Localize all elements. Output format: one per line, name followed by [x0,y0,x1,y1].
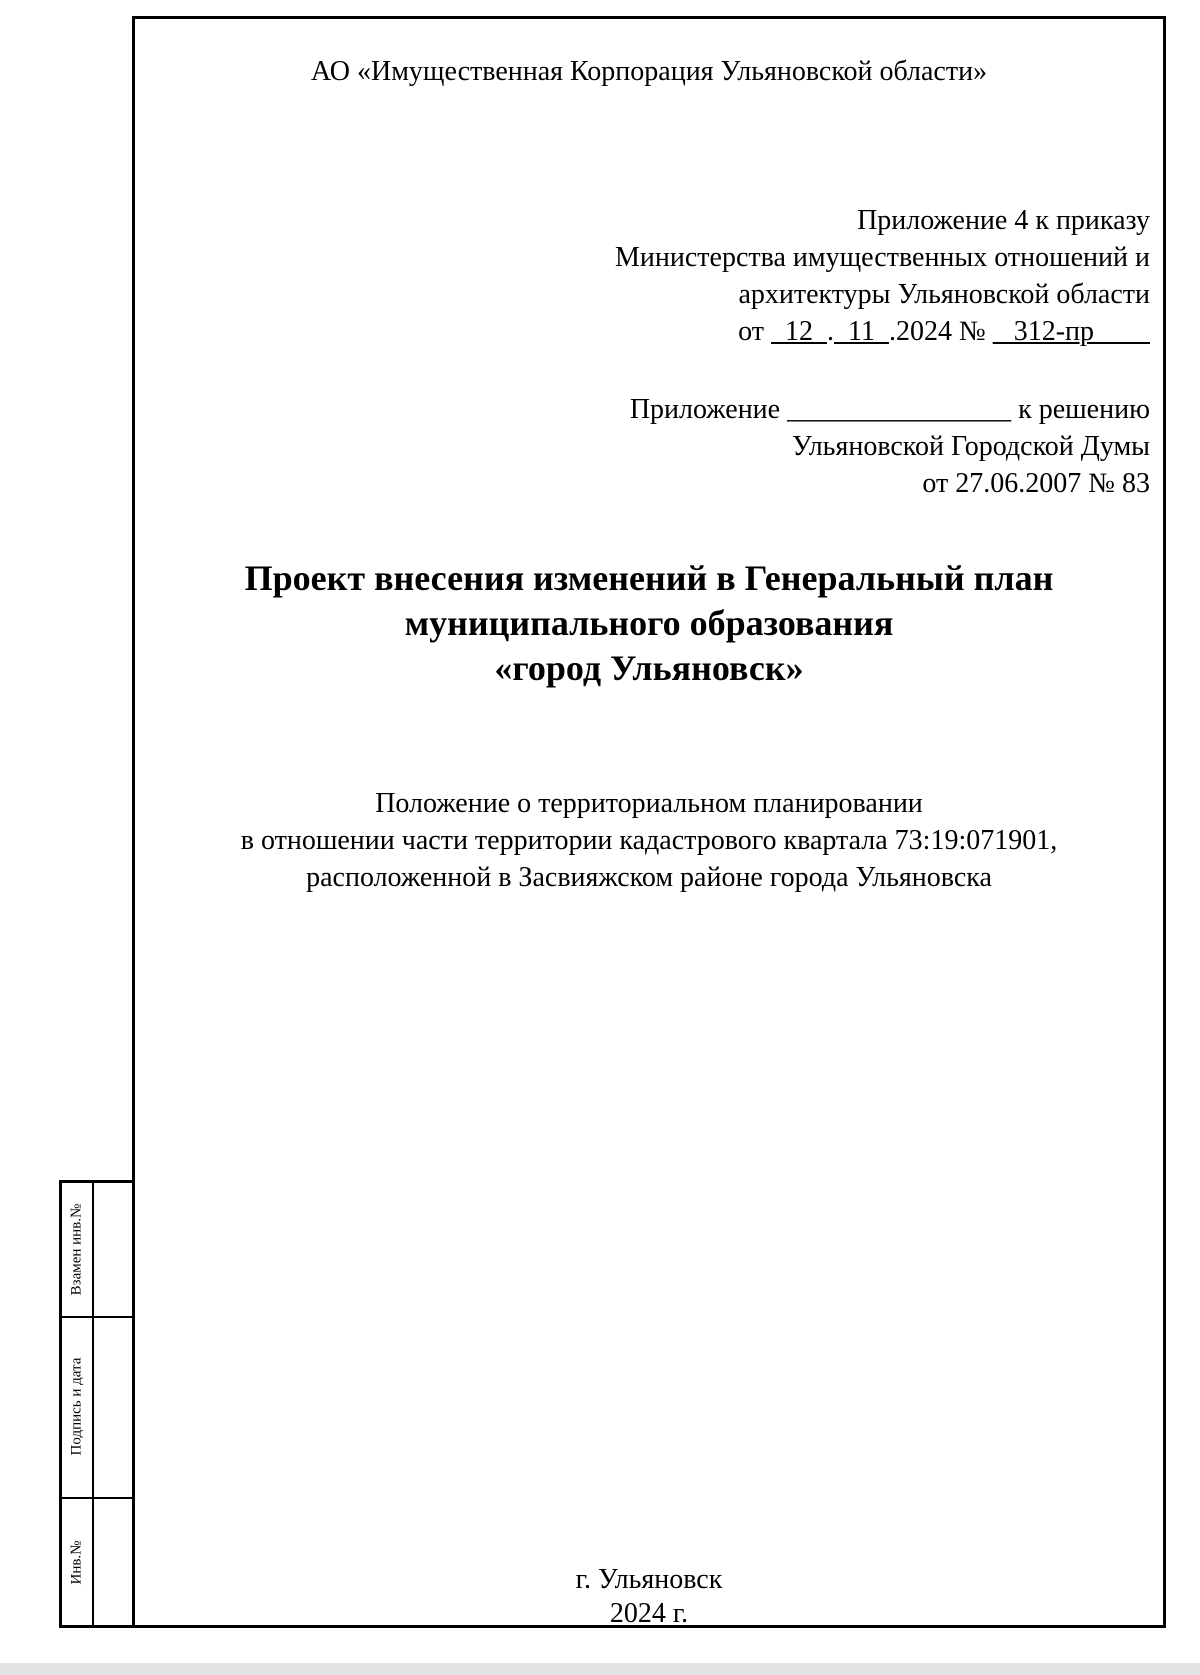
footer-year: 2024 г. [609,1598,689,1629]
stamp-signature-date-label: Подпись и дата [68,1357,85,1456]
subtitle-line2: в отношении части территории кадастрового квартала 73:19:071901, [240,825,1058,856]
stamp-inv-cell [62,1497,92,1628]
decision-suffix: к решению [1018,394,1150,425]
title-line3: «город Ульяновск» [494,648,804,688]
document-subtitle [132,785,1166,896]
stamp-divider [92,1183,94,1625]
appendix-order-line2: Министерства имущественных отношений и [615,242,1150,273]
appendix-decision-block [450,391,1150,502]
stamp-inv-label: Инв.№ [68,1540,85,1585]
appendix-order-line3: архитектуры Ульяновской области [738,279,1150,310]
appendix-order-block [450,202,1150,350]
appendix-order-line1: Приложение 4 к приказу [857,205,1150,236]
appendix-decision-line1 [450,391,1150,428]
order-day: 12 [771,316,827,347]
title-line1: Проект внесения изменений в Генеральный план [244,558,1054,598]
order-year: .2024 № [888,316,986,347]
page-bottom-edge [0,1663,1200,1675]
decision-blank: ________________ [787,394,1012,425]
document-footer [132,1563,1166,1631]
subtitle-line3: расположенной в Засвияжском районе города Ульяновска [306,862,992,893]
appendix-order-date-line [450,313,1150,350]
stamp-replace-inv-label: Взамен инв.№ [68,1203,85,1296]
subtitle-line1: Положение о территориальном планировании [375,788,923,819]
decision-prefix: Приложение [629,394,781,425]
company-name: АО «Имущественная Корпорация Ульяновской области» [310,56,988,87]
appendix-decision-line3: от 27.06.2007 № 83 [922,468,1150,499]
footer-city: г. Ульяновск [575,1564,723,1595]
order-number: 312-пр [992,316,1150,347]
date-prefix: от [738,316,764,347]
side-stamp [59,1180,135,1628]
title-line2: муниципального образования [404,603,894,643]
order-month: 11 [834,316,889,347]
stamp-signature-date-cell [62,1316,92,1497]
date-separator: . [827,316,834,347]
document-title [132,556,1166,691]
stamp-replace-inv-cell [62,1183,92,1316]
appendix-decision-line2: Ульяновской Городской Думы [792,431,1150,462]
